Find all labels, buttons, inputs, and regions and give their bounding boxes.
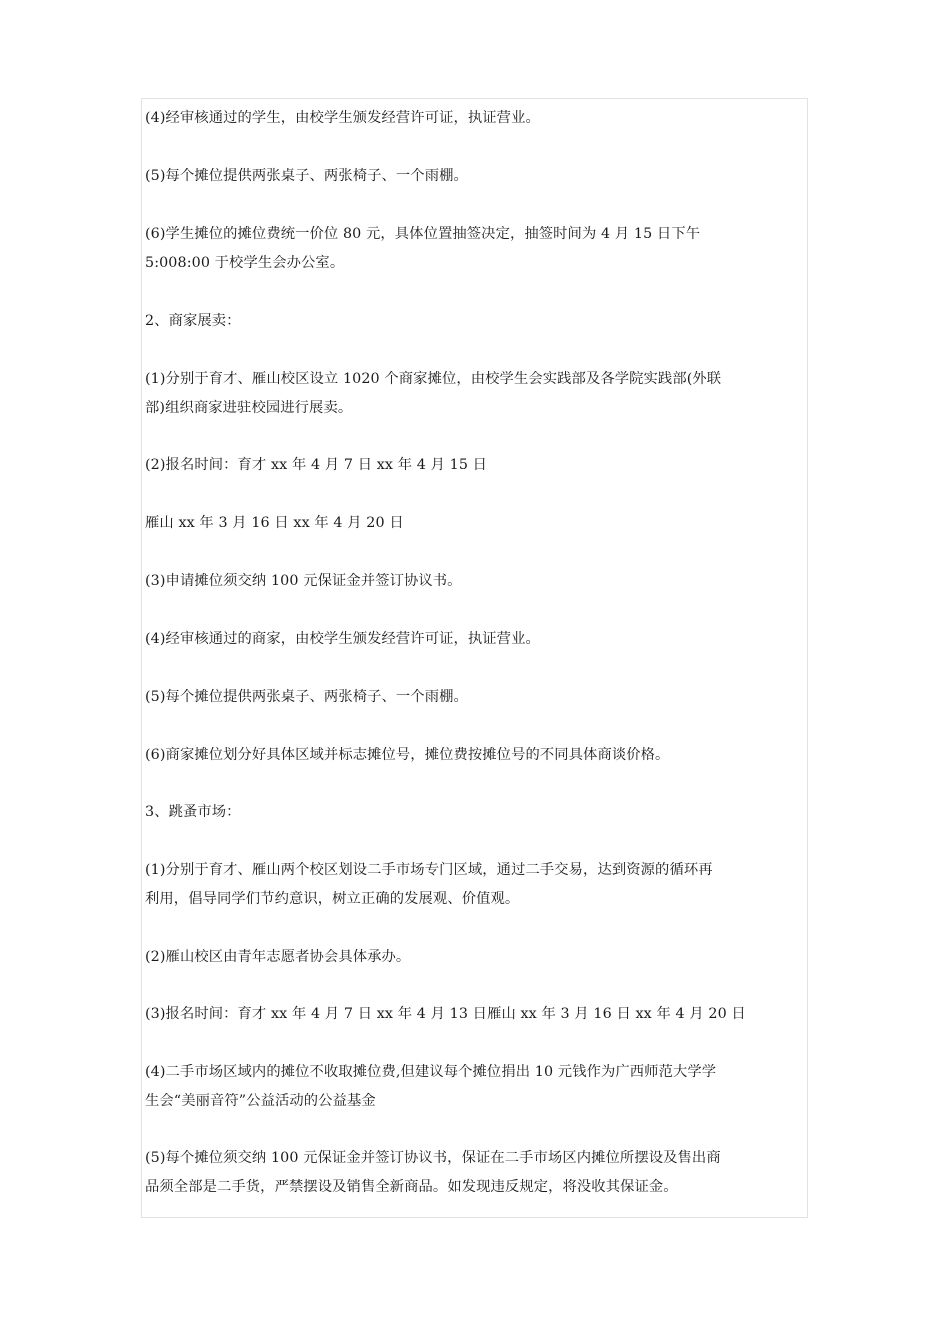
text-line: (4)二手市场区域内的摊位不收取摊位费,但建议每个摊位捐出 10 元钱作为广西师范大学学 (145, 1064, 717, 1080)
paragraph-flea-market-deposit (145, 1144, 721, 1202)
text-line: (1)分别于育才、雁山校区设立 1020 个商家摊位，由校学生会实践部及各学院实践部(外联 (145, 371, 722, 387)
text-line: (5)每个摊位提供两张桌子、两张椅子、一个雨棚。 (145, 689, 468, 705)
text-line: (5)每个摊位提供两张桌子、两张椅子、一个雨棚。 (145, 168, 468, 184)
text-line: (4)经审核通过的学生，由校学生颁发经营许可证，执证营业。 (145, 110, 540, 126)
paragraph-student-stall-equipment (145, 162, 468, 191)
text-line: 部)组织商家进驻校园进行展卖。 (145, 400, 353, 416)
text-line: 雁山 xx 年 3 月 16 日 xx 年 4 月 20 日 (145, 515, 404, 531)
section-heading-flea-market (145, 798, 241, 827)
paragraph-flea-market-area (145, 856, 713, 914)
text-line: 5:008:00 于校学生会办公室。 (145, 255, 345, 271)
paragraph-student-license (145, 104, 540, 133)
paragraph-student-stall-fee (145, 220, 700, 278)
paragraph-merchant-registration-yucai (145, 451, 487, 480)
section-heading-merchant-exhibition (145, 307, 241, 336)
paragraph-merchant-deposit (145, 567, 462, 596)
text-line: (4)经审核通过的商家，由校学生颁发经营许可证，执证营业。 (145, 631, 540, 647)
paragraph-merchant-stalls (145, 365, 721, 423)
paragraph-merchant-registration-yanshan (145, 509, 404, 538)
text-line: (3)申请摊位须交纳 100 元保证金并签订协议书。 (145, 573, 462, 589)
text-line: 品须全部是二手货，严禁摆设及销售全新商品。如发现违反规定，将没收其保证金。 (145, 1179, 678, 1195)
text-line: (5)每个摊位须交纳 100 元保证金并签订协议书，保证在二手市场区内摊位所摆设及售出商 (145, 1150, 721, 1166)
paragraph-merchant-stall-equipment (145, 683, 468, 712)
paragraph-merchant-stall-fee (145, 741, 669, 770)
text-line: 利用，倡导同学们节约意识，树立正确的发展观、价值观。 (145, 891, 520, 907)
paragraph-flea-market-registration (145, 1000, 746, 1029)
text-line: 3、跳蚤市场： (145, 804, 241, 820)
paragraph-flea-market-fee (145, 1058, 716, 1116)
paragraph-merchant-license (145, 625, 540, 654)
text-line: (2)雁山校区由青年志愿者协会具体承办。 (145, 949, 411, 965)
text-line: (6)商家摊位划分好具体区域并标志摊位号，摊位费按摊位号的不同具体商谈价格。 (145, 747, 670, 763)
text-line: (1)分别于育才、雁山两个校区划设二手市场专门区域，通过二手交易，达到资源的循环再 (145, 862, 713, 878)
text-line: (6)学生摊位的摊位费统一价位 80 元，具体位置抽签决定，抽签时间为 4 月 15 日下午 (145, 226, 701, 242)
text-line: 2、商家展卖： (145, 313, 241, 329)
text-line: (2)报名时间：育才 xx 年 4 月 7 日 xx 年 4 月 15 日 (145, 457, 488, 473)
text-line: (3)报名时间：育才 xx 年 4 月 7 日 xx 年 4 月 13 日雁山 xx 年 3 月 16 日 xx 年 4 月 20 日 (145, 1006, 746, 1022)
paragraph-flea-market-organizer (145, 943, 410, 972)
text-line: 生会“美丽音符”公益活动的公益基金 (145, 1093, 376, 1109)
